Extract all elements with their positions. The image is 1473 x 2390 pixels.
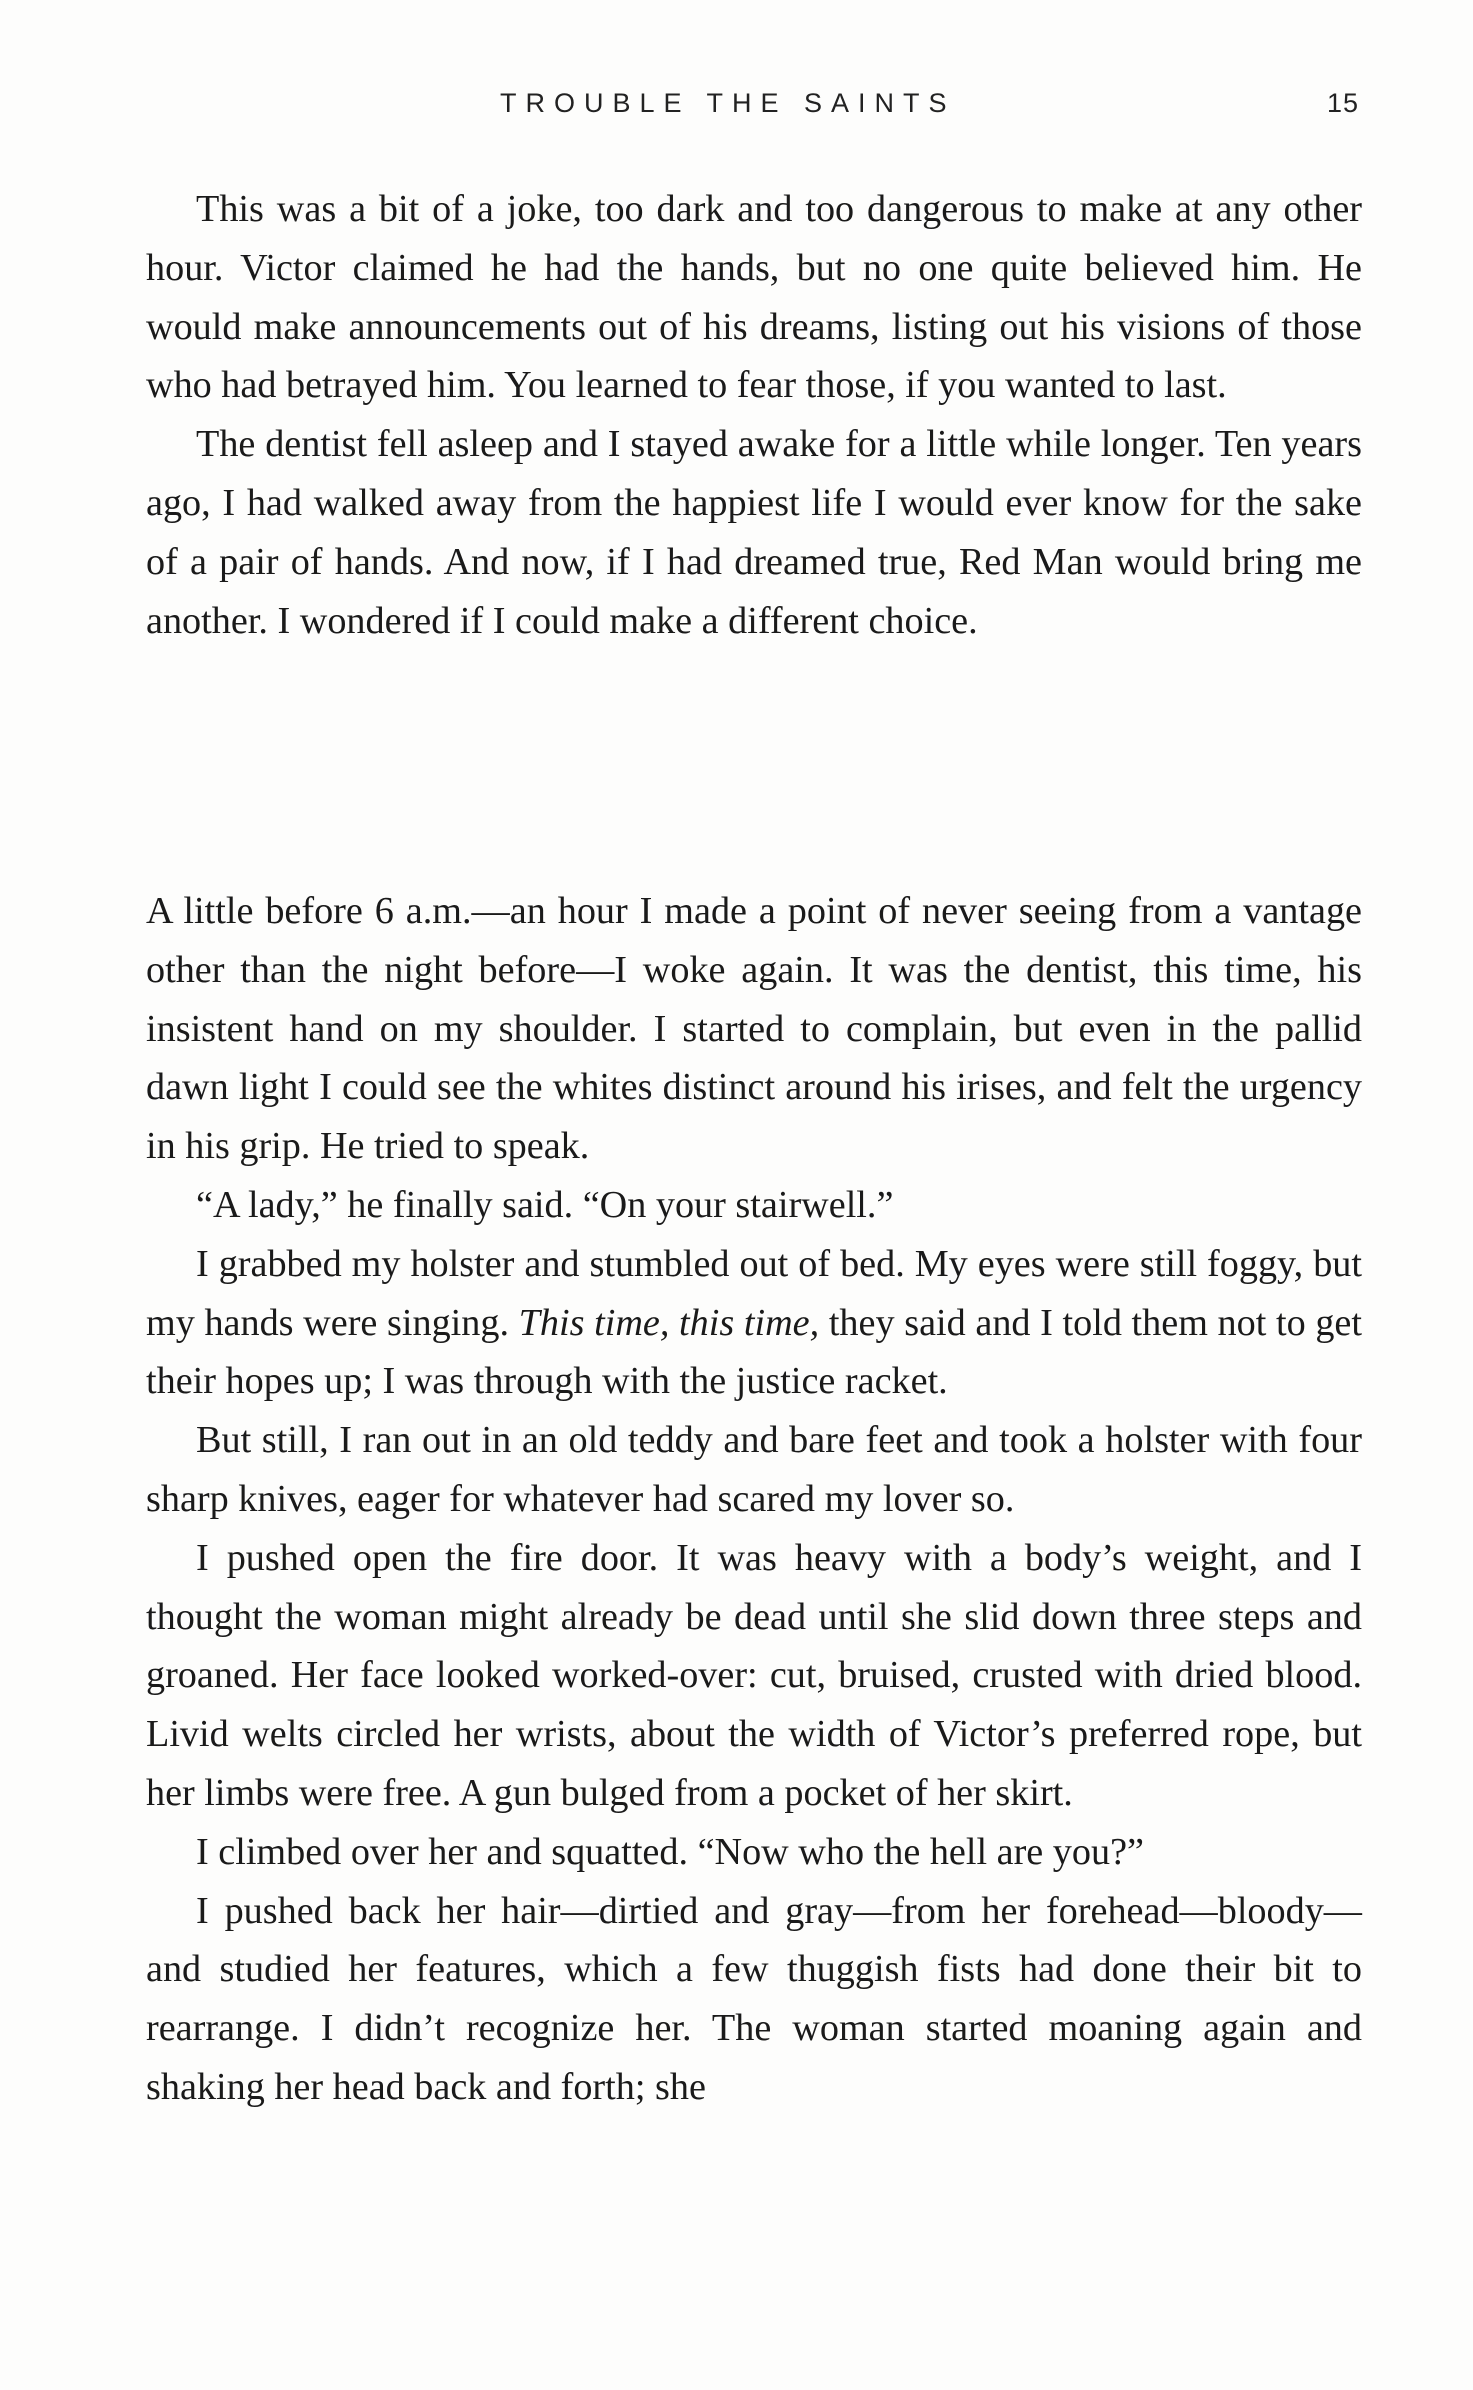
paragraph: I pushed back her hair—dirtied and gray—from her forehead—bloody—and studied her features, which a few thuggish fists had done their bit to rearrange. I didn’t recognize her. The woman started moaning again and shaking her head back and forth; she <box>146 1889 1362 2108</box>
paragraph-text: they said and I told them not to get their hopes up; I was through with the justice racket. <box>146 1301 1362 1403</box>
italic-phrase: This time, this time, <box>518 1301 820 1344</box>
paragraph: This was a bit of a joke, too dark and too dangerous to make at any other hour. Victor claimed he had the hands, but no one quite believed him. He would make announcements out of his dreams, listing out his visions of those who had betrayed him. You learned to fear those, if you wanted to last. <box>146 188 1362 407</box>
dialogue-paragraph: I climbed over her and squatted. “Now who the hell are you?” <box>196 1830 1144 1873</box>
running-head <box>0 88 1473 128</box>
section-two <box>146 882 1362 2117</box>
paragraph-text: I grabbed my holster and stumbled out of bed. My eyes were still foggy, but my hands were singing. <box>146 1242 1362 1344</box>
dialogue-paragraph: “A lady,” he finally said. “On your stairwell.” <box>196 1183 894 1226</box>
paragraph: But still, I ran out in an old teddy and bare feet and took a holster with four sharp knives, eager for whatever had scared my lover so. <box>146 1419 1362 1520</box>
paragraph: I pushed open the fire door. It was heavy with a body’s weight, and I thought the woman might already be dead until she slid down three steps and groaned. Her face looked worked-over: cut, bruised, crusted with dried blood. Livid welts circled her wrists, about the width of Victor’s preferred rope, but her limbs were free. A gun bulged from a pocket of her skirt. <box>146 1536 1362 1814</box>
page-number: 15 <box>1327 88 1360 118</box>
section-opening-paragraph: A little before 6 a.m.—an hour I made a point of never seeing from a vantage other than the night before—I woke again. It was the dentist, this time, his insistent hand on my shoulder. I started to complain, but even in the pallid dawn light I could see the whites distinct around his irises, and felt the urgency in his grip. He tried to speak. <box>146 890 1362 1168</box>
running-title: TROUBLE THE SAINTS <box>500 88 956 118</box>
section-one <box>146 180 1362 650</box>
paragraph: The dentist fell asleep and I stayed awake for a little while longer. Ten years ago, I had walked away from the happiest life I would ever know for the sake of a pair of hands. And now, if I had dreamed true, Red Man would bring me another. I wondered if I could make a different choice. <box>146 423 1362 642</box>
paragraph <box>146 1235 1362 1411</box>
